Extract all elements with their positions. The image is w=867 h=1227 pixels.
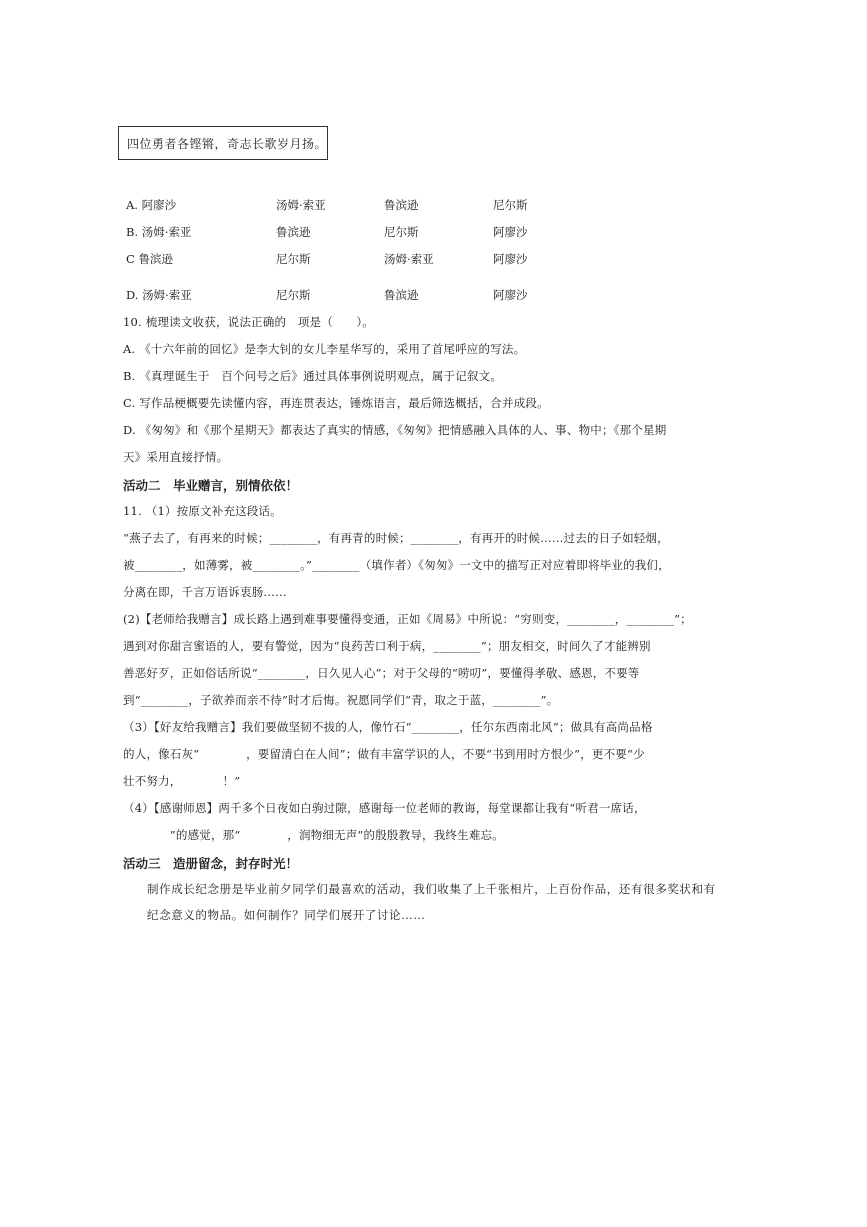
question-10-stem: 10. 梳理读文收获，说法正确的 项是（ ）。	[123, 315, 374, 329]
closing-text: 制作成长纪念册是毕业前夕同学们最喜欢的活动，我们收集了上千张相片，上百份作品，还有很多奖状和有纪念意义的物品。如何制作？同学们展开了讨论……	[147, 882, 716, 922]
option-name: 阿廖沙	[493, 252, 528, 266]
option-c-row	[126, 251, 726, 267]
option-d-row	[126, 287, 726, 303]
option-name: 阿廖沙	[493, 288, 528, 302]
question-10-option-a: A. 《十六年前的回忆》是李大钊的女儿李星华写的，采用了首尾呼应的写法。	[123, 342, 526, 356]
q11-part2-line: (2)【老师给我赠言】成长路上遇到难事要懂得变通，正如《周易》中所说：“穷则变，________，________”；	[123, 612, 692, 626]
q11-part3-line: 的人，像石灰“ ，要留清白在人间”；做有丰富学识的人，不要“书到用时方恨少”，更不要“少	[123, 747, 645, 761]
q11-part4-line: （4）【感谢师恩】两千多个日夜如白驹过隙，感谢每一位老师的教诲，每堂课都让我有“听君一席话，	[123, 801, 646, 815]
option-name: 鲁滨逊	[384, 198, 419, 212]
option-name: 鲁滨逊	[276, 225, 311, 239]
q11-part2-line: 到“________，子欲养而亲不待”时才后悔。祝愿同学们“青，取之于蓝，________”。	[123, 693, 559, 707]
option-label: A. 阿廖沙	[126, 198, 177, 212]
q11-part2-line: 遇到对你甜言蜜语的人，要有警觉，因为“良药苦口利于病，________”；朋友相交，时间久了才能辨别	[123, 639, 651, 653]
question-10-option-c: C. 写作品梗概要先读懂内容，再连贯表达，锤炼语言，最后筛选概括，合并成段。	[123, 396, 549, 410]
option-name: 汤姆·索亚	[384, 252, 434, 266]
option-label: D. 汤姆·索亚	[126, 288, 192, 302]
poem-box: 四位勇者各铿锵，奇志长歌岁月扬。	[118, 126, 328, 160]
option-name: 尼尔斯	[384, 225, 419, 239]
question-10-option-b: B. 《真理诞生于 百个问号之后》通过具体事例说明观点，属于记叙文。	[123, 369, 503, 383]
option-a-row	[126, 197, 726, 213]
q11-part1-line: “燕子去了，有再来的时候；________，有再青的时候；________，有再开的时候……过去的日子如轻烟，	[123, 531, 669, 545]
option-name: 尼尔斯	[276, 288, 311, 302]
closing-paragraph	[123, 876, 723, 928]
question-10-option-d-cont: 天》采用直接抒情。	[123, 450, 229, 464]
q11-part2-line: 善恶好歹，正如俗话所说“________，日久见人心”；对于父母的“唠叨”，要懂得孝敬、感恩，不要等	[123, 666, 640, 680]
question-11-stem: 11. （1）按原文补充这段话。	[123, 504, 282, 518]
option-name: 尼尔斯	[493, 198, 528, 212]
option-label: C 鲁滨逊	[126, 252, 173, 266]
option-name: 鲁滨逊	[384, 288, 419, 302]
option-name: 汤姆·索亚	[276, 198, 326, 212]
option-b-row	[126, 224, 726, 240]
q11-part1-line: 分离在即，千言万语诉衷肠……	[123, 585, 287, 599]
q11-part3-line: （3）【好友给我赠言】我们要做坚韧不拔的人，像竹石“________，任尔东西南北风”；做具有高尚品格	[123, 720, 653, 734]
option-name: 尼尔斯	[276, 252, 311, 266]
activity-3-heading: 活动三 造册留念，封存时光！	[123, 856, 299, 871]
q11-part4-line: ”的感觉，那“ ，润物细无声”的殷殷教导，我终生难忘。	[123, 828, 504, 842]
option-name: 阿廖沙	[493, 225, 528, 239]
option-label: B. 汤姆·索亚	[126, 225, 192, 239]
q11-part3-line: 壮不努力， ！”	[123, 774, 241, 788]
q11-part1-line: 被________，如薄雾，被________。”________（填作者）《匆匆》一文中的描写正对应着即将毕业的我们，	[123, 558, 670, 572]
activity-2-heading: 活动二 毕业赠言，别情依依！	[123, 478, 299, 493]
question-10-option-d: D. 《匆匆》和《那个星期天》都表达了真实的情感，《匆匆》把情感融入具体的人、事、物中；《那个星期	[123, 423, 667, 437]
